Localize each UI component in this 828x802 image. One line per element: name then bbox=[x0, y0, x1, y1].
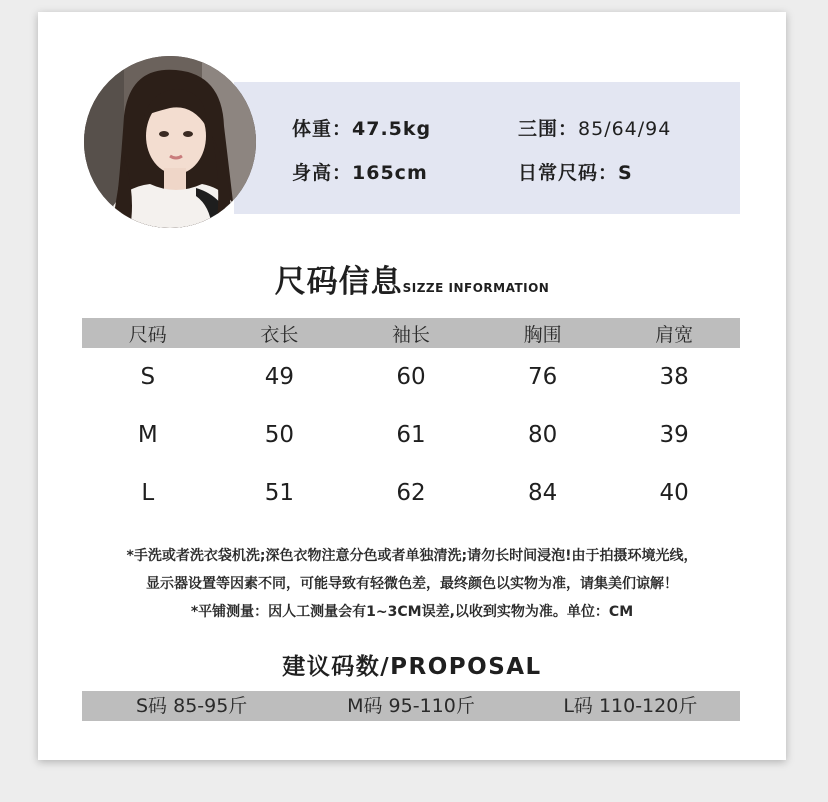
proposal-title: 建议码数/PROPOSAL bbox=[282, 654, 542, 680]
table-cell: 40 bbox=[659, 480, 689, 506]
table-cell: 84 bbox=[527, 480, 558, 506]
header-chest: 胸围 bbox=[477, 318, 609, 348]
weight-stat bbox=[292, 114, 431, 141]
table-cell: 39 bbox=[659, 422, 689, 448]
table-cell: 38 bbox=[659, 364, 689, 390]
height-label: 身高： bbox=[292, 162, 353, 184]
care-note-line: 显示器设置等因素不同，可能导致有轻微色差，最终颜色以实物为准，请集美们谅解！ bbox=[146, 576, 678, 592]
header-sleeve: 袖长 bbox=[345, 318, 477, 348]
table-cell: 50 bbox=[264, 422, 295, 448]
size-table bbox=[82, 318, 740, 522]
care-notes bbox=[38, 542, 786, 626]
table-cell: L bbox=[141, 480, 155, 506]
header-shoulder: 肩宽 bbox=[608, 318, 740, 348]
table-cell: M bbox=[137, 422, 158, 448]
height-stat bbox=[292, 158, 428, 185]
model-photo-illustration bbox=[84, 56, 256, 228]
usual-size-value: S bbox=[618, 162, 633, 184]
weight-label: 体重： bbox=[292, 118, 353, 140]
size-chart-card bbox=[38, 12, 786, 760]
table-cell: 49 bbox=[264, 364, 295, 390]
header-size: 尺码 bbox=[82, 318, 214, 348]
table-row bbox=[82, 464, 740, 522]
height-value: 165cm bbox=[352, 162, 428, 184]
model-photo bbox=[84, 56, 256, 228]
table-cell: 62 bbox=[396, 480, 426, 506]
table-row bbox=[82, 406, 740, 464]
measurements-stat bbox=[518, 114, 671, 141]
usual-size-stat bbox=[518, 158, 633, 185]
table-cell: 51 bbox=[264, 480, 295, 506]
table-row bbox=[82, 348, 740, 406]
size-info-title bbox=[38, 256, 786, 301]
proposal-item-l: L码 110-120斤 bbox=[563, 695, 698, 717]
header-length: 衣长 bbox=[214, 318, 346, 348]
table-cell: 80 bbox=[527, 422, 558, 448]
table-cell: 61 bbox=[396, 422, 426, 448]
table-cell: 60 bbox=[396, 364, 426, 390]
size-info-title-cn: 尺码信息 bbox=[274, 264, 403, 300]
table-cell: 76 bbox=[527, 364, 558, 390]
measurements-label: 三围： bbox=[518, 118, 579, 140]
proposal-bar bbox=[82, 691, 740, 721]
measurements-value: 85/64/94 bbox=[578, 118, 672, 140]
measure-note-line: *平铺测量：因人工测量会有1~3CM误差,以收到实物为准。单位：CM bbox=[190, 604, 634, 620]
size-info-title-en: SIZZE INFORMATION bbox=[402, 281, 550, 295]
care-note-line: *手洗或者洗衣袋机洗;深色衣物注意分色或者单独清洗;请勿长时间浸泡!由于拍摄环境光线， bbox=[126, 548, 698, 564]
usual-size-label: 日常尺码： bbox=[518, 162, 619, 184]
weight-value: 47.5kg bbox=[352, 118, 432, 140]
size-table-header bbox=[82, 318, 740, 348]
model-info-panel bbox=[234, 82, 740, 214]
proposal-item-m: M码 95-110斤 bbox=[347, 695, 475, 717]
proposal-item-s: S码 85-95斤 bbox=[136, 695, 248, 717]
table-cell: S bbox=[140, 364, 156, 390]
